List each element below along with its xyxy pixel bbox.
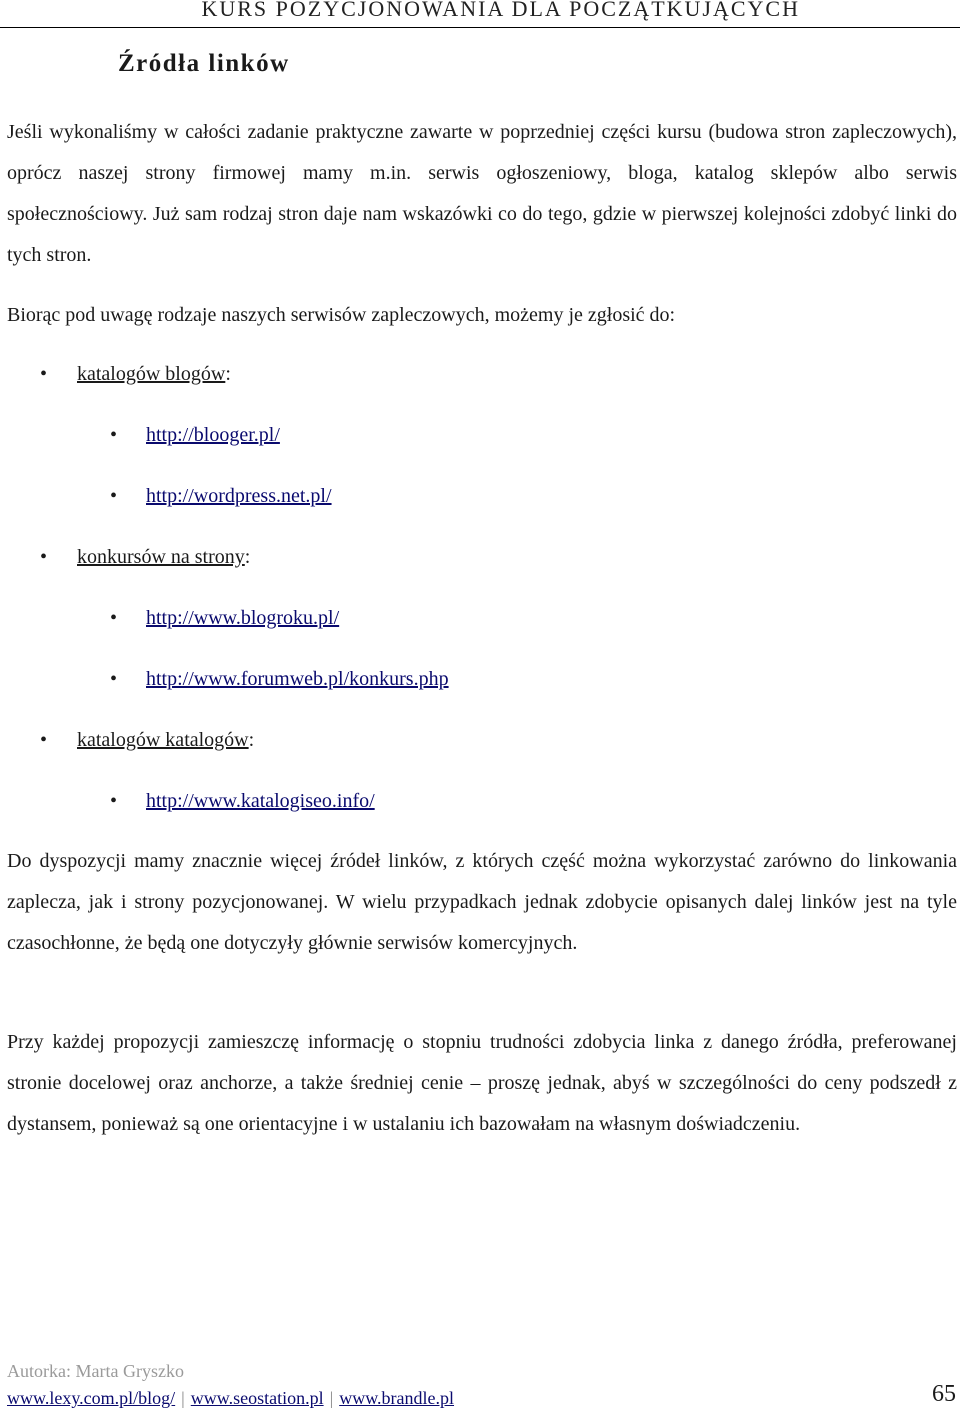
footer-separator: |	[329, 1388, 334, 1408]
list-item-label	[77, 537, 250, 578]
section-title: Źródła linków	[118, 50, 290, 77]
footer-link-brandle[interactable]: www.brandle.pl	[339, 1388, 455, 1408]
list-item-label	[77, 354, 231, 395]
list-item	[0, 537, 940, 598]
list-item	[0, 354, 940, 415]
list-item	[0, 415, 940, 476]
source-link[interactable]: http://www.katalogiseo.info/	[146, 790, 375, 812]
link-source-list	[0, 354, 940, 842]
bullet-icon: •	[110, 424, 118, 446]
source-link[interactable]: http://wordpress.net.pl/	[146, 485, 332, 507]
footer-link-lexy[interactable]: www.lexy.com.pl/blog/	[7, 1388, 176, 1408]
source-link[interactable]: http://www.forumweb.pl/konkurs.php	[146, 668, 449, 690]
label-colon: :	[248, 729, 255, 751]
list-item-label	[77, 720, 254, 761]
category-label: katalogów katalogów	[77, 729, 249, 751]
bullet-icon: •	[110, 668, 118, 690]
lead-in-paragraph: Biorąc pod uwagę rodzaje naszych serwisów zapleczowych, możemy je zgłosić do:	[7, 304, 676, 326]
source-link[interactable]: http://www.blogroku.pl/	[146, 607, 340, 629]
bullet-icon: •	[40, 546, 48, 568]
footer-separator: |	[181, 1388, 185, 1408]
category-label: konkursów na strony	[77, 546, 245, 568]
bullet-icon: •	[40, 729, 48, 751]
footer-link-seostation[interactable]: www.seostation.pl	[190, 1388, 324, 1408]
running-header: KURS POZYCJONOWANIA DLA POCZĄTKUJĄCYCH	[201, 0, 800, 21]
list-item	[0, 598, 940, 659]
intro-paragraph: Jeśli wykonaliśmy w całości zadanie praktyczne zawarte w poprzedniej części kursu (budowa stron zapleczowych), oprócz naszej strony firmowej mamy m.in. serwis ogłoszeniowy, bloga, katalog sklepów albo serwis społecznościowy. Już sam rodzaj stron daje nam wskazówki co do tego, gdzie w pierwszej kolejności zdobyć linki do tych stron.	[7, 121, 957, 266]
page-number: 65	[932, 1381, 956, 1407]
label-colon: :	[244, 546, 251, 568]
category-label: katalogów blogów	[77, 363, 226, 385]
body-paragraph: Przy każdej propozycji zamieszczę informację o stopniu trudności zdobycia linka z danego źródła, preferowanej stronie docelowej oraz anchorze, a także średniej cenie – proszę jednak, abyś w szczególności do ceny podszedł z dystansem, ponieważ są one orientacyjne i w ustalaniu ich bazowałam na własnym doświadczeniu.	[7, 1031, 957, 1135]
footer-author: Autorka: Marta Gryszko	[7, 1361, 184, 1381]
label-colon: :	[225, 363, 231, 385]
body-paragraph: Do dyspozycji mamy znacznie więcej źródeł linków, z których część można wykorzystać zarówno do linkowania zaplecza, jak i strony pozycjonowanej. W wielu przypadkach jednak zdobycie opisanych dalej linków jest na tyle czasochłonne, że będą one dotyczyły głównie serwisów komercyjnych.	[7, 850, 957, 954]
bullet-icon: •	[110, 485, 118, 507]
list-item	[0, 720, 940, 781]
source-link[interactable]: http://blooger.pl/	[146, 424, 280, 446]
bullet-icon: •	[40, 363, 48, 385]
list-item	[0, 476, 940, 537]
list-item	[0, 659, 940, 720]
header-divider	[0, 27, 960, 28]
list-item	[0, 781, 940, 842]
footer-links	[7, 1388, 454, 1409]
bullet-icon: •	[110, 790, 118, 812]
bullet-icon: •	[110, 607, 118, 629]
